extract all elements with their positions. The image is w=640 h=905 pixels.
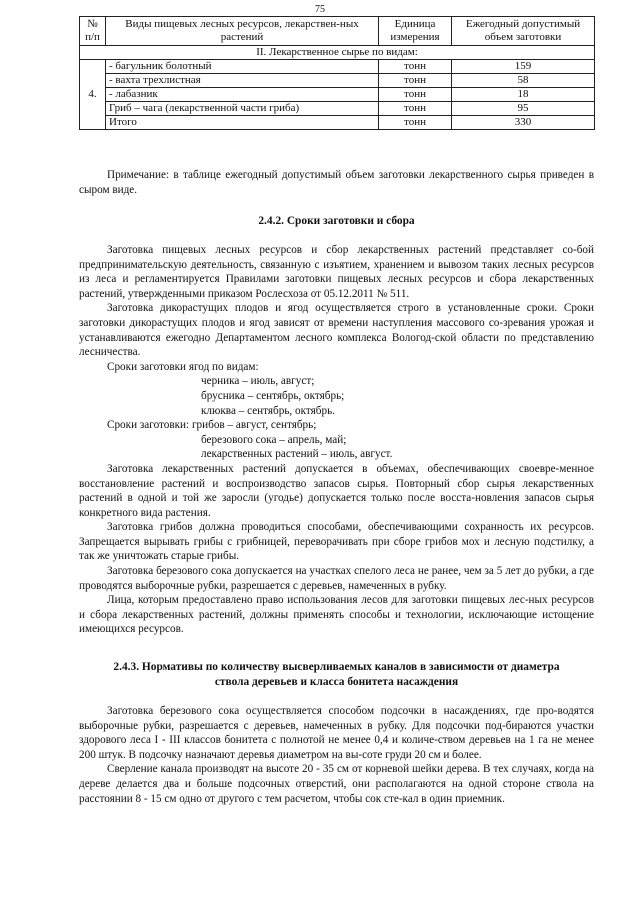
group-number: 4. xyxy=(80,60,106,130)
paragraph: Заготовка пищевых лесных ресурсов и сбор лекарственных растений представляет со-бой предпринимательскую деятельность, связанную с изъятием, хранением и вывозом таких лесных ресурсов из леса и регламентируется Правилами заготовки пищевых лесных ресурсов и сбора лекарственных растений, утвержденными приказом Рослесхоза от 05.12.2011 № 511. xyxy=(79,244,594,300)
list-item: лекарственных растений – июль, август. xyxy=(201,448,393,461)
table-note-block xyxy=(79,168,594,197)
paragraph: Заготовка березового сока допускается на участках спелого леса не ранее, чем за 5 лет до рубки, а где проводятся выборочные рубки, разрешается с деревьев, намеченных в рубку. xyxy=(79,565,594,592)
list-item: клюква – сентябрь, октябрь. xyxy=(201,404,335,417)
heading-line-1: 2.4.3. Нормативы по количеству высверливаемых каналов в зависимости от диаметра xyxy=(113,661,560,673)
header-number: № п/п xyxy=(80,17,106,46)
table-row xyxy=(80,60,595,74)
row-unit: тонн xyxy=(379,102,452,116)
row-unit: тонн xyxy=(379,116,452,130)
row-name: Гриб – чага (лекарственной части гриба) xyxy=(106,102,379,116)
table-note: Примечание: в таблице ежегодный допустимый объем заготовки лекарственного сырья приведен в сыром виде. xyxy=(79,169,594,196)
row-name: - вахта трехлистная xyxy=(106,74,379,88)
header-annual-volume: Ежегодный допустимый объем заготовки xyxy=(452,17,595,46)
row-name: Итого xyxy=(106,116,379,130)
paragraph: Лица, которым предоставлено право использования лесов для заготовки пищевых лес-ных ресурсов и сбора лекарственных растений, должны применять способы и технологии, исключающие истощение имеющихся ресурсов. xyxy=(79,594,594,636)
section-242-body xyxy=(79,243,594,637)
list-item: черника – июль, август; xyxy=(201,375,315,388)
paragraph: Заготовка дикорастущих плодов и ягод осуществляется строго в установленные сроки. Сроки заготовки дикорастущих плодов и ягод зависят от времени наступления массового со-зревания урожая и устанавливаются ежегодно Департаментом лесного комплекса Вологод-ской области по представлению лесничества. xyxy=(79,302,594,359)
row-value: 58 xyxy=(452,74,595,88)
table-row xyxy=(80,88,595,102)
row-value: 18 xyxy=(452,88,595,102)
row-unit: тонн xyxy=(379,60,452,74)
table-header-row xyxy=(80,17,595,46)
row-unit: тонн xyxy=(379,74,452,88)
table-row xyxy=(80,74,595,88)
table-section-row xyxy=(80,46,595,60)
row-value: 330 xyxy=(452,116,595,130)
section-243 xyxy=(79,660,594,689)
section-243-heading xyxy=(79,660,594,689)
section-label: II. Лекарственное сырье по видам: xyxy=(80,46,595,60)
header-resource-type: Виды пищевых лесных ресурсов, лекарствен-ных растений xyxy=(106,17,379,46)
table-row xyxy=(80,102,595,116)
list-item: брусника – сентябрь, октябрь; xyxy=(201,389,345,402)
row-name: - лабазник xyxy=(106,88,379,102)
list-item: березового сока – апрель, май; xyxy=(201,433,347,446)
paragraph: Сверление канала производят на высоте 20 - 35 см от корневой шейки дерева. В тех случаях, когда на дереве делается два и больше подсочных отверстий, они располагаются на одной стороне ствола на расстоянии 8 - 15 см одно от другого с тем расчетом, чтобы сок сте-кал в один приемник. xyxy=(79,763,594,805)
heading-line-2: ствола деревьев и класса бонитета насаждения xyxy=(214,675,459,688)
berries-label: Сроки заготовки ягод по видам: xyxy=(107,360,259,373)
page-number: 75 xyxy=(315,4,325,15)
section-242 xyxy=(79,214,594,229)
paragraph: Заготовка грибов должна проводиться способами, обеспечивающими сохранность их ресурсов. Запрещается вырывать грибы с грибницей, переворачивать при сборе грибов мох и лесную подстилку, а так же уничтожать старые грибы. xyxy=(79,521,594,563)
paragraph: Заготовка лекарственных растений допускается в объемах, обеспечивающих своевре-менное восстановление растений и воспроизводство запасов сырья. Повторный сбор сырья лекарственных растений в одной и той же заросли (угодье) допускается только после восста-новления запасов сырья конкретного вида растения. xyxy=(79,462,594,519)
section-242-heading: 2.4.2. Сроки заготовки и сбора xyxy=(258,215,415,227)
section-243-body xyxy=(79,704,594,806)
row-unit: тонн xyxy=(379,88,452,102)
other-terms-label: Сроки заготовки: грибов – август, сентябрь; xyxy=(107,419,317,432)
row-value: 95 xyxy=(452,102,595,116)
paragraph: Заготовка березового сока осуществляется способом подсочки в насаждениях, где про-водятся выборочные рубки, разрешается с деревьев, намеченных в рубку. Для подсочки под-бираются участки здорового леса I - III классов бонитета с полнотой не менее 0,4 и количе-ством деревьев на 1 га не менее 200 штук. В подсочку назначают деревья диаметром на вы-соте груди 20 см и более. xyxy=(79,705,594,761)
row-name: - багульник болотный xyxy=(106,60,379,74)
table-row-total xyxy=(80,116,595,130)
row-value: 159 xyxy=(452,60,595,74)
resources-table xyxy=(79,16,595,130)
header-unit: Единица измерения xyxy=(379,17,452,46)
